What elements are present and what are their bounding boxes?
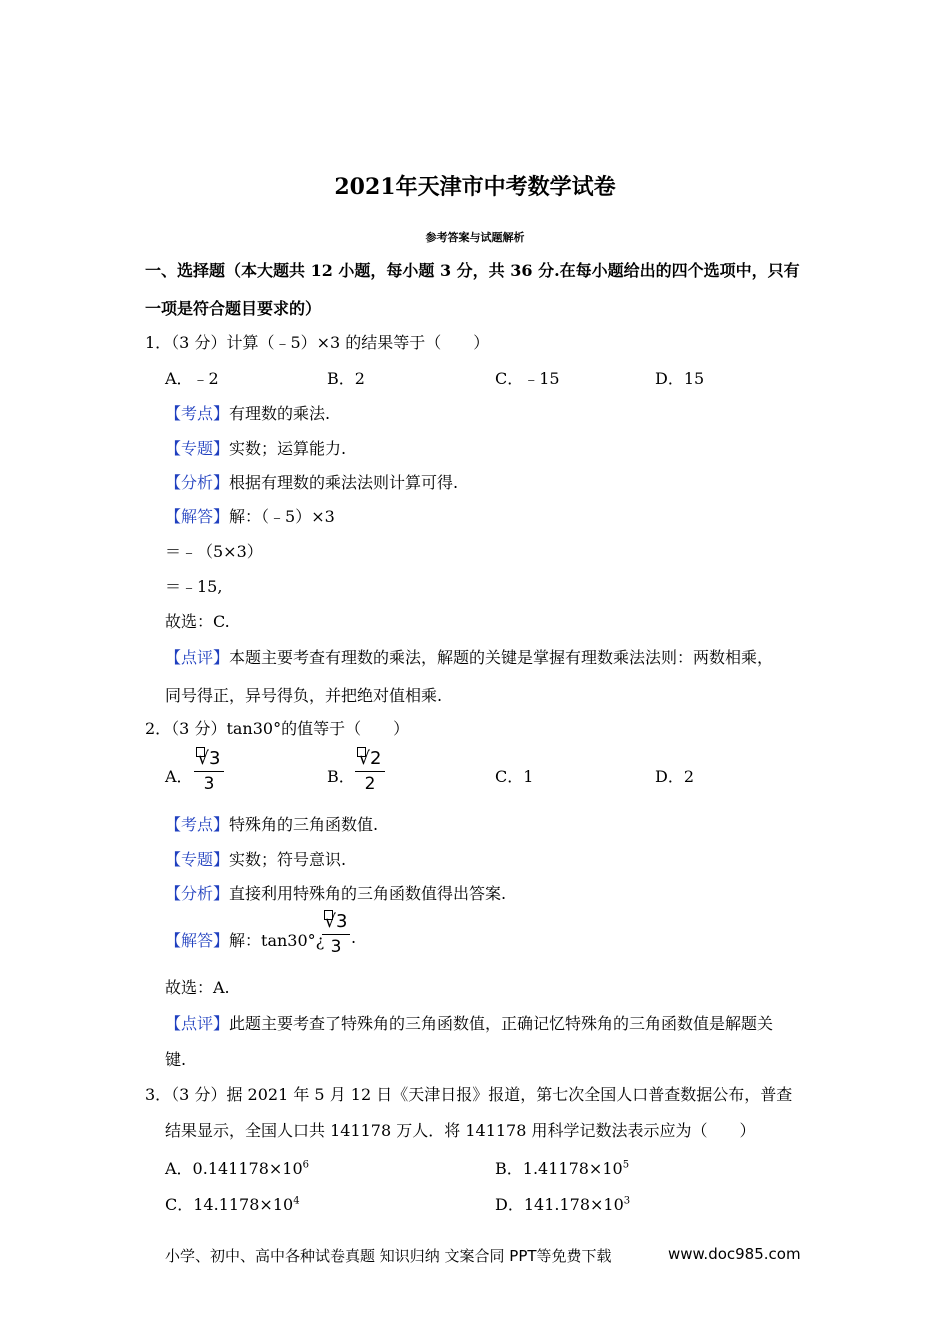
q1-kaodian-text: 有理数的乘法. [229,404,331,423]
q2-stem: 2．（3 分）tan30°的值等于（ ） [145,719,410,738]
q1-zhuanti-label: 【专题】 [165,439,230,458]
footer-text: 小学、初中、高中各种试卷真题 知识归纳 文案合同 PPT等免费下载 [165,1247,612,1265]
q3-option-d-base: D．141.178×10 [495,1195,624,1214]
q1-step2: ＝﹣15, [165,577,223,596]
q2-dianping-label: 【点评】 [165,1014,230,1033]
q2-option-b-denominator: 2 [364,774,376,794]
q2-fenxi-label: 【分析】 [165,884,230,903]
q3-option-c [165,1192,300,1215]
q1-zhuanti-text: 实数；运算能力. [229,439,347,458]
q2-option-b-label: B． [327,767,355,786]
q2-kaodian [165,812,378,835]
q1-option-b: B．2 [327,369,365,388]
q3-option-d [495,1192,630,1215]
q2-option-a-fraction [194,748,224,795]
q3-option-b-exponent: 5 [622,1159,630,1171]
q2-jieda-label: 【解答】 [165,931,230,950]
q2-fenxi-text: 直接利用特殊角的三角函数值得出答案. [229,884,507,903]
q1-conclusion: 故选：C. [165,612,230,631]
q3-option-c-exponent: 4 [293,1195,300,1207]
q1-jieda [165,504,335,527]
q1-zhuanti [165,436,346,459]
placeholder-box-icon [357,747,366,757]
q2-option-c: C．1 [495,767,534,786]
section-heading-line2: 一项是符合题目要求的） [145,299,322,318]
q1-option-c: C．﹣15 [495,369,560,388]
q3-stem-line2: 结果显示，全国人口共 141178 万人．将 141178 用科学记数法表示应为（ ） [165,1121,756,1140]
fraction-bar [194,771,224,772]
q2-option-b-numerator: √2 [358,748,382,769]
q3-option-a-exponent: 6 [302,1159,310,1171]
q2-conclusion: 故选：A. [165,978,230,997]
fraction-bar [322,934,350,935]
q2-zhuanti [165,847,346,870]
q3-option-b [495,1156,629,1179]
q2-fenxi [165,881,506,904]
q1-jieda-text: 解：（﹣5）×3 [229,507,335,526]
q2-jieda-period: . [351,928,357,947]
q1-fenxi-label: 【分析】 [165,473,230,492]
q1-dianping-text: 本题主要考查有理数的乘法，解题的关键是掌握有理数乘法法则：两数相乘， [229,648,774,667]
q1-fenxi [165,470,458,493]
q2-option-a-label: A． [165,767,193,786]
q2-kaodian-text: 特殊角的三角函数值. [229,815,379,834]
q1-option-a: A．﹣2 [165,369,219,388]
q1-kaodian-label: 【考点】 [165,404,230,423]
q1-fenxi-text: 根据有理数的乘法法则计算可得. [229,473,459,492]
page-title: 2021年天津市中考数学试卷 [334,174,616,200]
q2-jieda [165,928,324,951]
q1-dianping-label: 【点评】 [165,648,230,667]
q2-jieda-numerator: √3 [324,911,348,932]
q3-option-c-base: C．14.1178×10 [165,1195,294,1214]
q1-kaodian [165,401,330,424]
q3-option-a [165,1156,309,1179]
q2-kaodian-label: 【考点】 [165,815,230,834]
section-heading-line1: 一、选择题（本大题共 12 小题，每小题 3 分，共 36 分.在每小题给出的四个选项中，只有 [145,261,800,280]
q2-option-a-denominator: 3 [203,774,215,794]
q2-jieda-fraction [322,911,350,958]
q3-option-a-base: A．0.141178×10 [165,1159,303,1178]
q2-dianping-cont: 键. [165,1050,187,1069]
q2-option-d: D．2 [655,767,695,786]
q2-zhuanti-text: 实数；符号意识. [229,850,347,869]
footer-link[interactable]: www.doc985.com [668,1245,801,1263]
placeholder-box-icon [324,910,333,920]
q2-option-b-fraction [355,748,385,795]
q1-dianping-cont: 同号得正，异号得负，并把绝对值相乘. [165,686,443,705]
q1-stem: 1．（3 分）计算（﹣5）×3 的结果等于（ ） [145,333,490,352]
q2-dianping [165,1011,773,1034]
q1-jieda-label: 【解答】 [165,507,230,526]
q1-option-d: D．15 [655,369,705,388]
fraction-bar [355,771,385,772]
page-subtitle: 参考答案与试题解析 [425,231,525,244]
q1-dianping [165,645,773,668]
q3-option-b-base: B．1.41178×10 [495,1159,623,1178]
q3-option-d-exponent: 3 [623,1195,631,1207]
q2-zhuanti-label: 【专题】 [165,850,230,869]
q3-stem-line1: 3．（3 分）据 2021 年 5 月 12 日《天津日报》报道，第七次全国人口普查数据公布，普查 [145,1085,793,1104]
q2-jieda-text: 解：tan30°¿ [229,931,325,950]
q1-step1: ＝﹣（5×3） [165,542,263,561]
placeholder-box-icon [196,747,205,757]
q2-jieda-denominator: 3 [330,937,342,957]
q2-dianping-text: 此题主要考查了特殊角的三角函数值，正确记忆特殊角的三角函数值是解题关 [229,1014,774,1033]
q2-option-a-numerator: √3 [197,748,221,769]
